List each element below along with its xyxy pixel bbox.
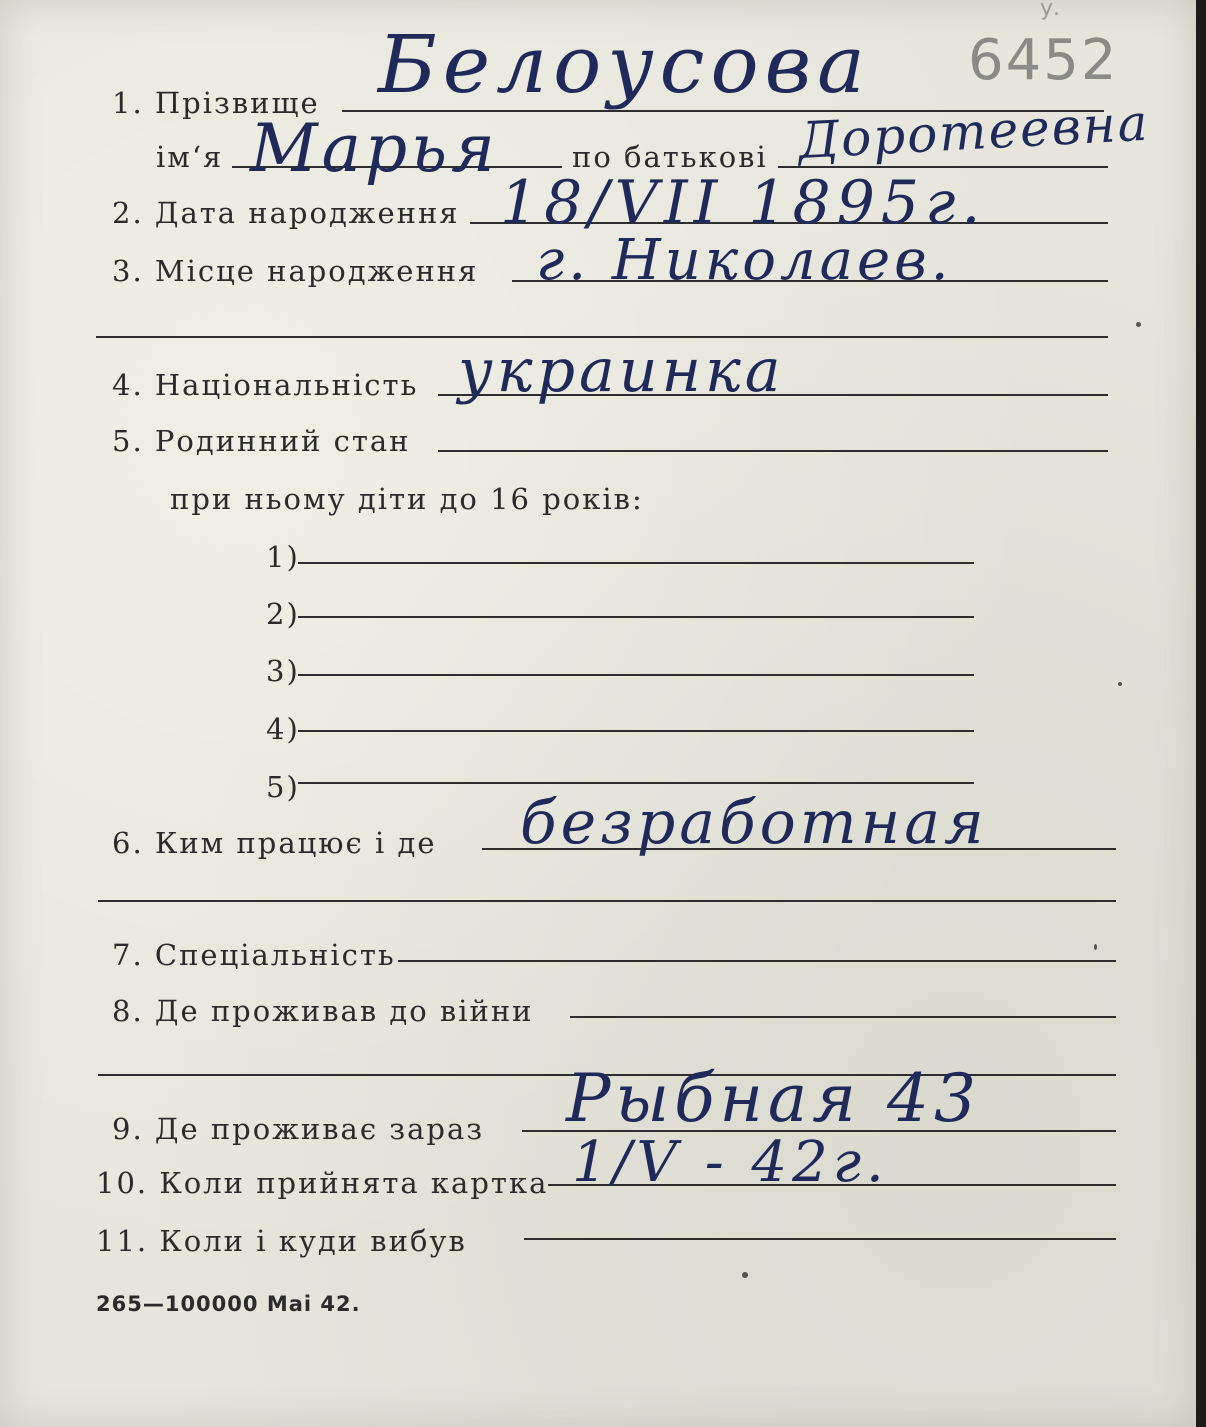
hw-current-residence: Рыбная 43 (566, 1060, 981, 1137)
hw-work: безработная (520, 788, 988, 858)
line-specialty (398, 960, 1116, 962)
hw-nationality: украинка (458, 336, 785, 406)
dark-border (1196, 0, 1206, 1427)
label-prewar-residence: 8. Де проживав до війни (112, 994, 534, 1028)
line-child-4 (298, 730, 974, 732)
speck (1094, 944, 1097, 950)
label-birth-date: 2. Дата народження (112, 196, 460, 230)
label-child-5: 5) (266, 770, 300, 804)
line-prewar-residence (570, 1016, 1116, 1018)
speck (1136, 322, 1141, 327)
speck (1118, 682, 1122, 686)
hw-birth-place: г. Николаев. (536, 228, 953, 293)
label-first-name: ім‘я (156, 140, 224, 174)
label-marital-status: 5. Родинний стан (112, 424, 411, 458)
label-birth-place: 3. Місце народження (112, 254, 479, 288)
line-child-2 (298, 616, 974, 618)
corner-mark: у. (1040, 0, 1061, 21)
archive-number: 6452 (968, 28, 1119, 93)
label-child-2: 2) (266, 597, 300, 631)
hw-patronymic: Доротеевна (796, 93, 1151, 170)
label-surname: 1. Прізвище (112, 86, 320, 120)
label-patronymic: по батькові (572, 140, 768, 174)
label-card-date: 10. Коли прийнята картка (96, 1166, 549, 1200)
line-child-5 (298, 782, 974, 784)
line-child-3 (298, 674, 974, 676)
label-child-1: 1) (266, 540, 300, 574)
label-nationality: 4. Національність (112, 368, 419, 402)
label-child-3: 3) (266, 654, 300, 688)
label-specialty: 7. Спеціальність (112, 938, 396, 972)
hw-card-date: 1/V - 42г. (572, 1130, 889, 1195)
hw-birth-date: 18/VII 1895г. (500, 168, 987, 238)
label-work: 6. Ким працює і де (112, 826, 437, 860)
label-child-4: 4) (266, 712, 300, 746)
line-work-extra (98, 900, 1116, 902)
speck (742, 1272, 748, 1278)
hw-first-name: Марья (250, 110, 499, 187)
print-code: 265—100000 Mai 42. (96, 1292, 361, 1316)
line-child-1 (298, 562, 974, 564)
label-children: при ньому діти до 16 років: (170, 482, 644, 516)
line-departure (524, 1238, 1116, 1240)
label-current-residence: 9. Де проживає зараз (112, 1112, 485, 1146)
label-departure: 11. Коли і куди вибув (96, 1224, 467, 1258)
line-marital-status (438, 450, 1108, 452)
hw-surname: Белоусова (378, 18, 871, 111)
